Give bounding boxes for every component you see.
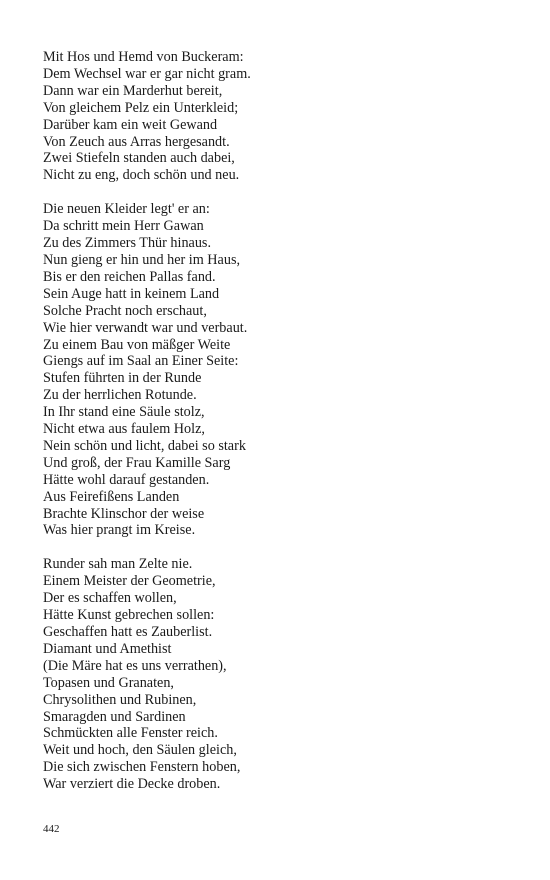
verse-line: Zu des Zimmers Thür hinaus. (43, 235, 211, 252)
verse-line: Zu der herrlichen Rotunde. (43, 387, 197, 404)
verse-line: Hätte wohl darauf gestanden. (43, 471, 210, 488)
verse-line: Die neuen Kleider legt' er an: (43, 201, 210, 218)
verse-line: Dem Wechsel war er gar nicht gram. (43, 65, 251, 82)
verse-line: Smaragden und Sardinen (43, 708, 186, 725)
verse-line: Was hier prangt im Kreise. (43, 522, 196, 539)
verse-line: Sein Auge hatt in keinem Land (43, 285, 220, 302)
verse-line: Weit und hoch, den Säulen gleich, (43, 742, 237, 759)
verse-line: Nicht zu eng, doch schön und neu. (43, 167, 240, 184)
verse-line: Zwei Stiefeln standen auch dabei, (43, 150, 235, 167)
verse-line: Hätte Kunst gebrechen sollen: (43, 607, 215, 624)
verse-line: Dann war ein Marderhut bereit, (43, 82, 223, 99)
verse-line: War verziert die Decke droben. (43, 776, 221, 793)
verse-line: Topasen und Granaten, (43, 674, 174, 691)
verse-line: Geschaffen hatt es Zauberlist. (43, 624, 213, 640)
verse-line: Brachte Klinschor der weise (43, 505, 205, 522)
verse-line: Da schritt mein Herr Gawan (43, 218, 204, 235)
stanza-3 (43, 556, 523, 793)
verse-line: Runder sah man Zelte nie. (43, 556, 193, 573)
verse-line: Aus Feirefißens Landen (43, 488, 180, 505)
verse-line: Zu einem Bau von mäßger Weite (43, 336, 231, 353)
verse-line: Darüber kam ein weit Gewand (43, 116, 218, 133)
verse-line: Solche Pracht noch erschaut, (43, 302, 207, 319)
verse-line: Die sich zwischen Fenstern hoben, (43, 759, 241, 776)
page-number: 442 (43, 823, 60, 835)
verse-line: Und groß, der Frau Kamille Sarg (43, 454, 231, 471)
verse-line: Schmückten alle Fenster reich. (43, 725, 218, 742)
verse-line: Mit Hos und Hemd von Buckeram: (43, 49, 244, 65)
verse-line: Der es schaffen wollen, (43, 590, 177, 607)
verse-line: (Die Märe hat es uns verrathen), (43, 657, 227, 674)
poem-text (43, 49, 523, 810)
verse-line: Wie hier verwandt war und verbaut. (43, 319, 248, 336)
verse-line: Einem Meister der Geometrie, (43, 573, 216, 590)
verse-line: Nun gieng er hin und her im Haus, (43, 251, 241, 268)
verse-line: In Ihr stand eine Säule stolz, (43, 404, 205, 421)
stanza-1 (43, 49, 523, 184)
verse-line: Von Zeuch aus Arras hergesandt. (43, 133, 230, 150)
verse-line: Stufen führten in der Runde (43, 370, 202, 387)
verse-line: Chrysolithen und Rubinen, (43, 691, 197, 708)
verse-line: Nein schön und licht, dabei so stark (43, 437, 246, 454)
verse-line: Nicht etwa aus faulem Holz, (43, 421, 205, 438)
verse-line: Bis er den reichen Pallas fand. (43, 268, 216, 285)
verse-line: Von gleichem Pelz ein Unterkleid; (43, 99, 239, 116)
stanza-2 (43, 201, 523, 539)
verse-line: Diamant und Amethist (43, 640, 172, 657)
verse-line: Giengs auf im Saal an Einer Seite: (43, 353, 239, 370)
